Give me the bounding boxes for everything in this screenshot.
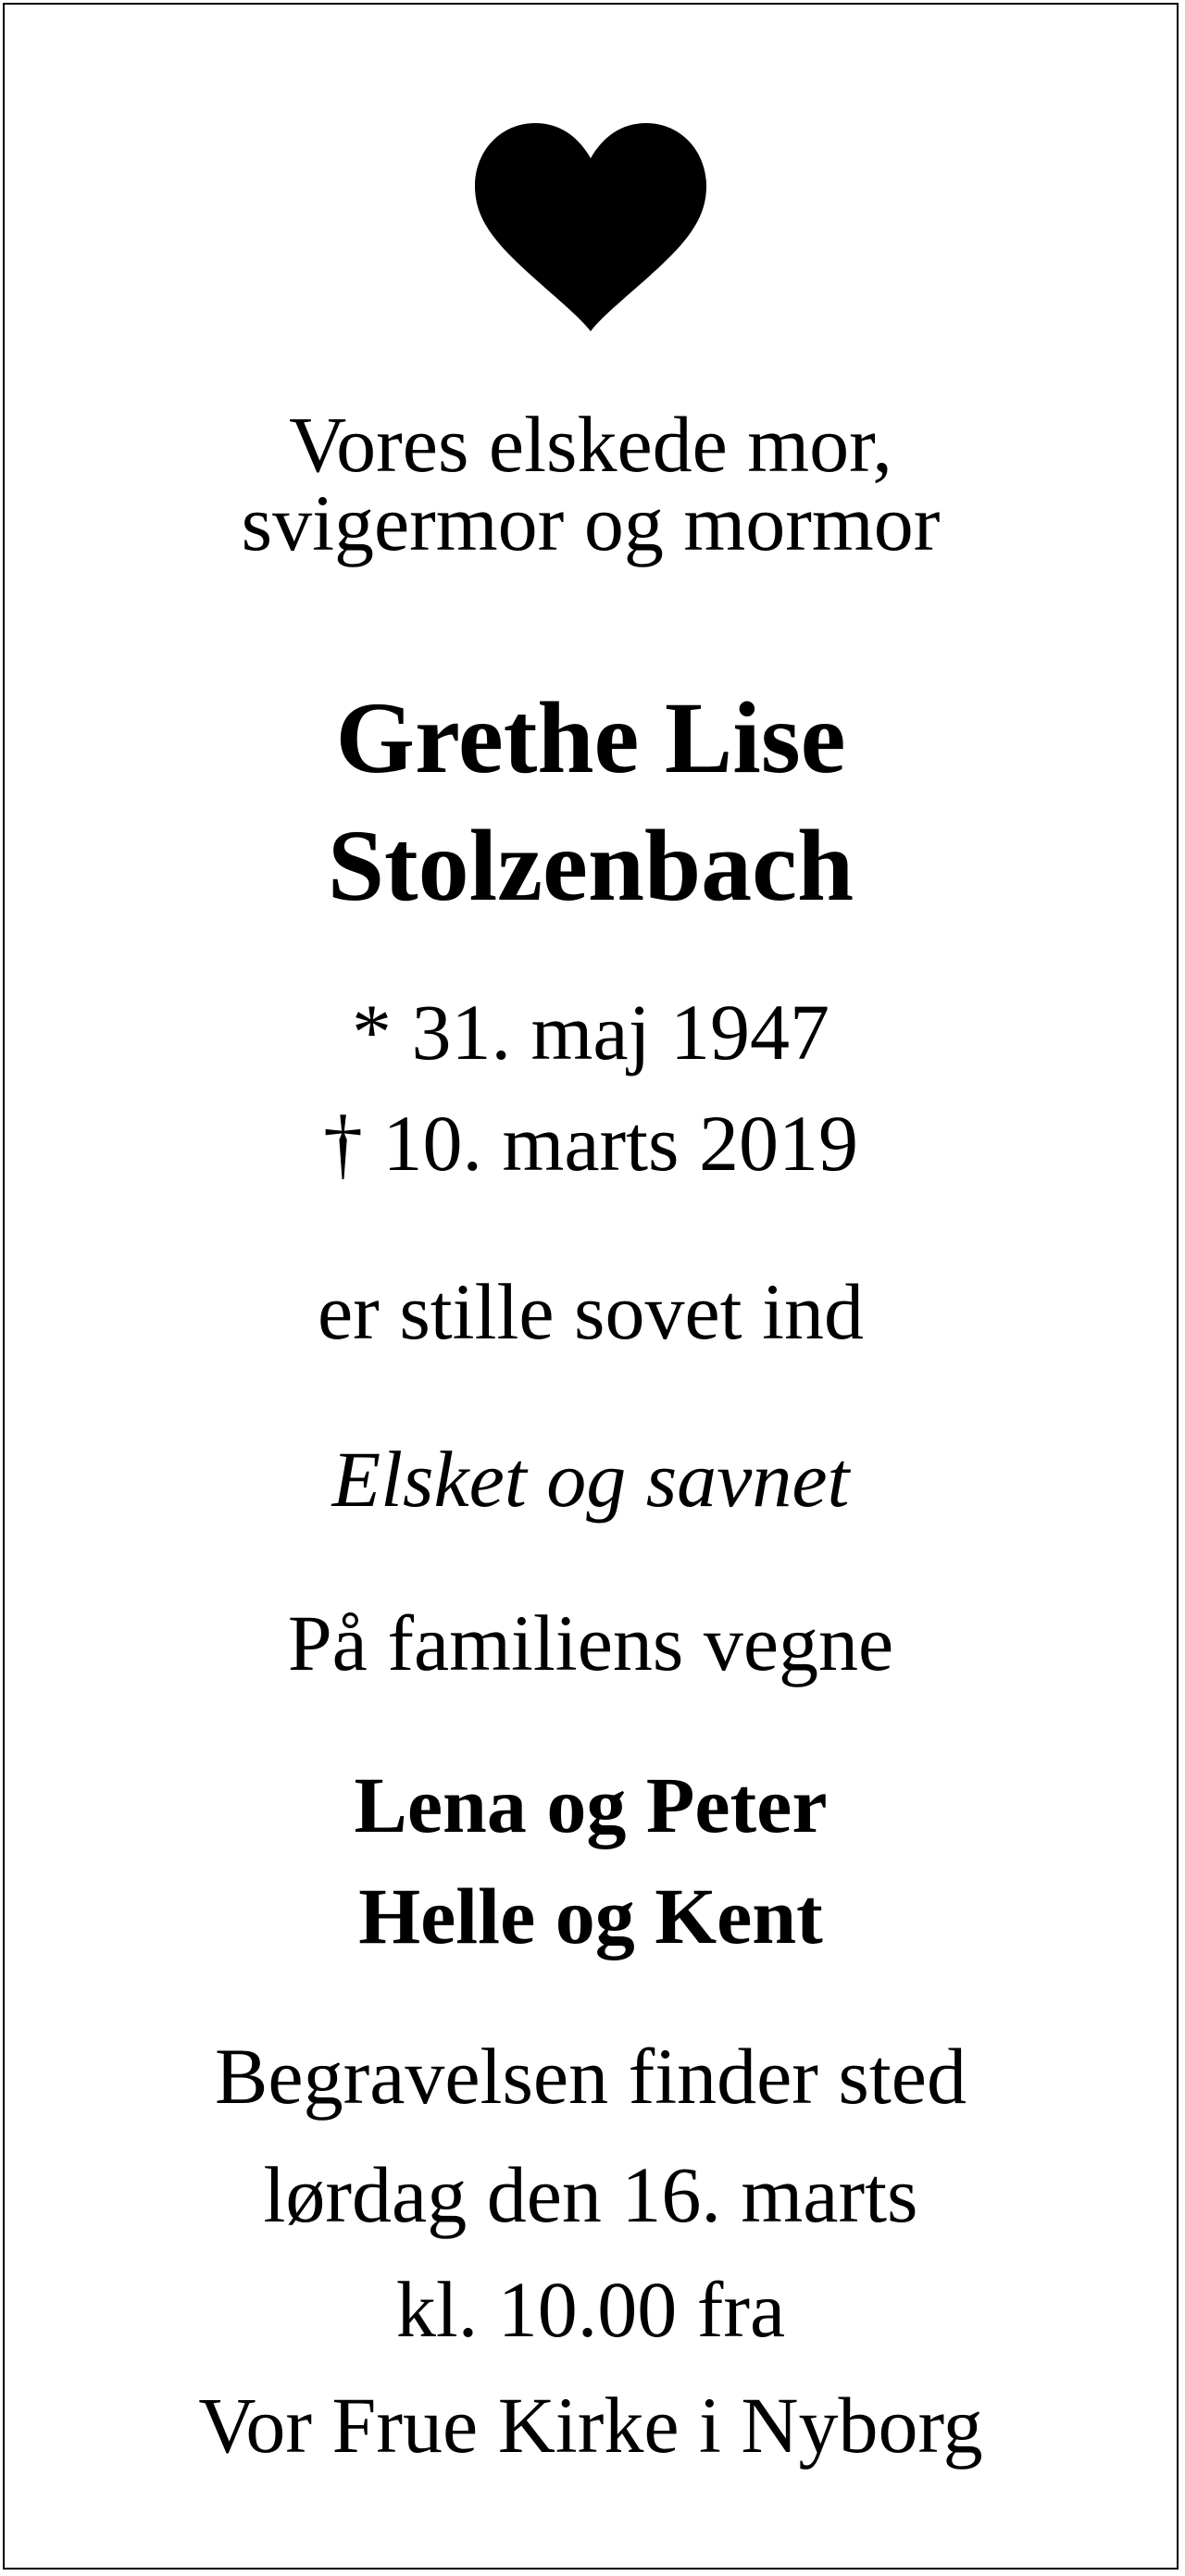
loved-text: Elsket og savnet [331,1435,850,1524]
family-names-line-2: Helle og Kent [358,1872,823,1960]
intro-line-1: Vores elskede mor, [289,400,892,489]
obituary-notice [3,3,1179,2570]
funeral-line-1: Begravelsen finder sted [215,2032,967,2121]
deceased-name-last: Stolzenbach [327,809,854,922]
deceased-name-first: Grethe Lise [335,681,846,794]
on-behalf-text: På familiens vegne [287,1599,894,1687]
death-date: † 10. marts 2019 [322,1099,859,1188]
intro-line-2: svigermor og mormor [241,479,941,567]
passing-text: er stille sovet ind [318,1267,864,1356]
heart-icon [475,123,706,336]
birth-date: * 31. maj 1947 [352,988,830,1076]
funeral-line-4: Vor Frue Kirke i Nyborg [198,2381,983,2470]
family-names-line-1: Lena og Peter [354,1761,828,1849]
heart-icon-wrapper [5,123,1177,336]
funeral-line-2: lørdag den 16. marts [263,2150,918,2239]
funeral-line-3: kl. 10.00 fra [395,2265,786,2354]
